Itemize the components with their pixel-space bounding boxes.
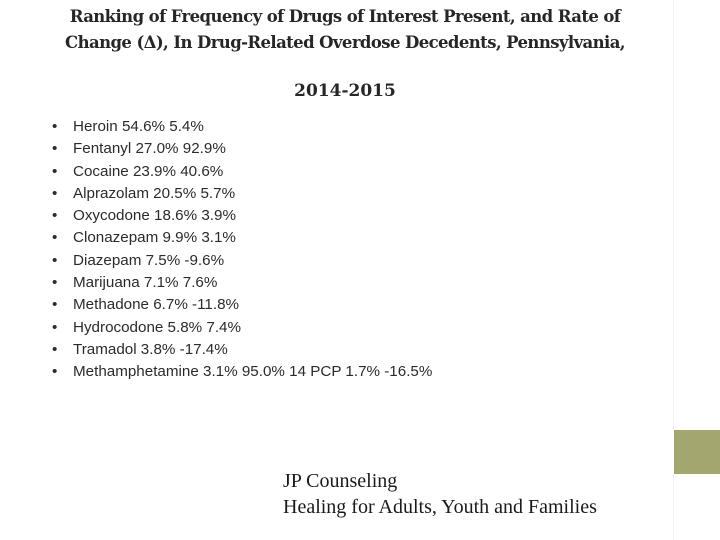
side-band-accent (674, 430, 720, 474)
list-item: • Clonazepam 9.9% 3.1% (52, 227, 432, 249)
drug-list (52, 116, 432, 384)
title-line-2: Change (Δ), In Drug-Related Overdose Decedents, Pennsylvania, (65, 33, 625, 52)
list-item: • Methamphetamine 3.1% 95.0% 14 PCP 1.7% -16.5% (52, 361, 432, 383)
footer-caption (283, 468, 597, 520)
slide-title (40, 4, 650, 104)
side-band-bottom (673, 474, 720, 540)
list-item: • Heroin 54.6% 5.4% (52, 116, 432, 138)
list-item: • Methadone 6.7% -11.8% (52, 294, 432, 316)
list-item: • Hydrocodone 5.8% 7.4% (52, 317, 432, 339)
list-item: • Oxycodone 18.6% 3.9% (52, 205, 432, 227)
footer-tagline: Healing for Adults, Youth and Families (283, 496, 597, 518)
list-item: • Alprazolam 20.5% 5.7% (52, 183, 432, 205)
list-item: • Cocaine 23.9% 40.6% (52, 161, 432, 183)
title-line-1: Ranking of Frequency of Drugs of Interest Present, and Rate of (69, 7, 621, 26)
list-item: • Tramadol 3.8% -17.4% (52, 339, 432, 361)
list-item: • Marijuana 7.1% 7.6% (52, 272, 432, 294)
list-item: • Diazepam 7.5% -9.6% (52, 250, 432, 272)
title-years: 2014-2015 (294, 81, 396, 101)
footer-org-name: JP Counseling (283, 470, 398, 492)
side-band-top (673, 0, 720, 430)
list-item: • Fentanyl 27.0% 92.9% (52, 138, 432, 160)
